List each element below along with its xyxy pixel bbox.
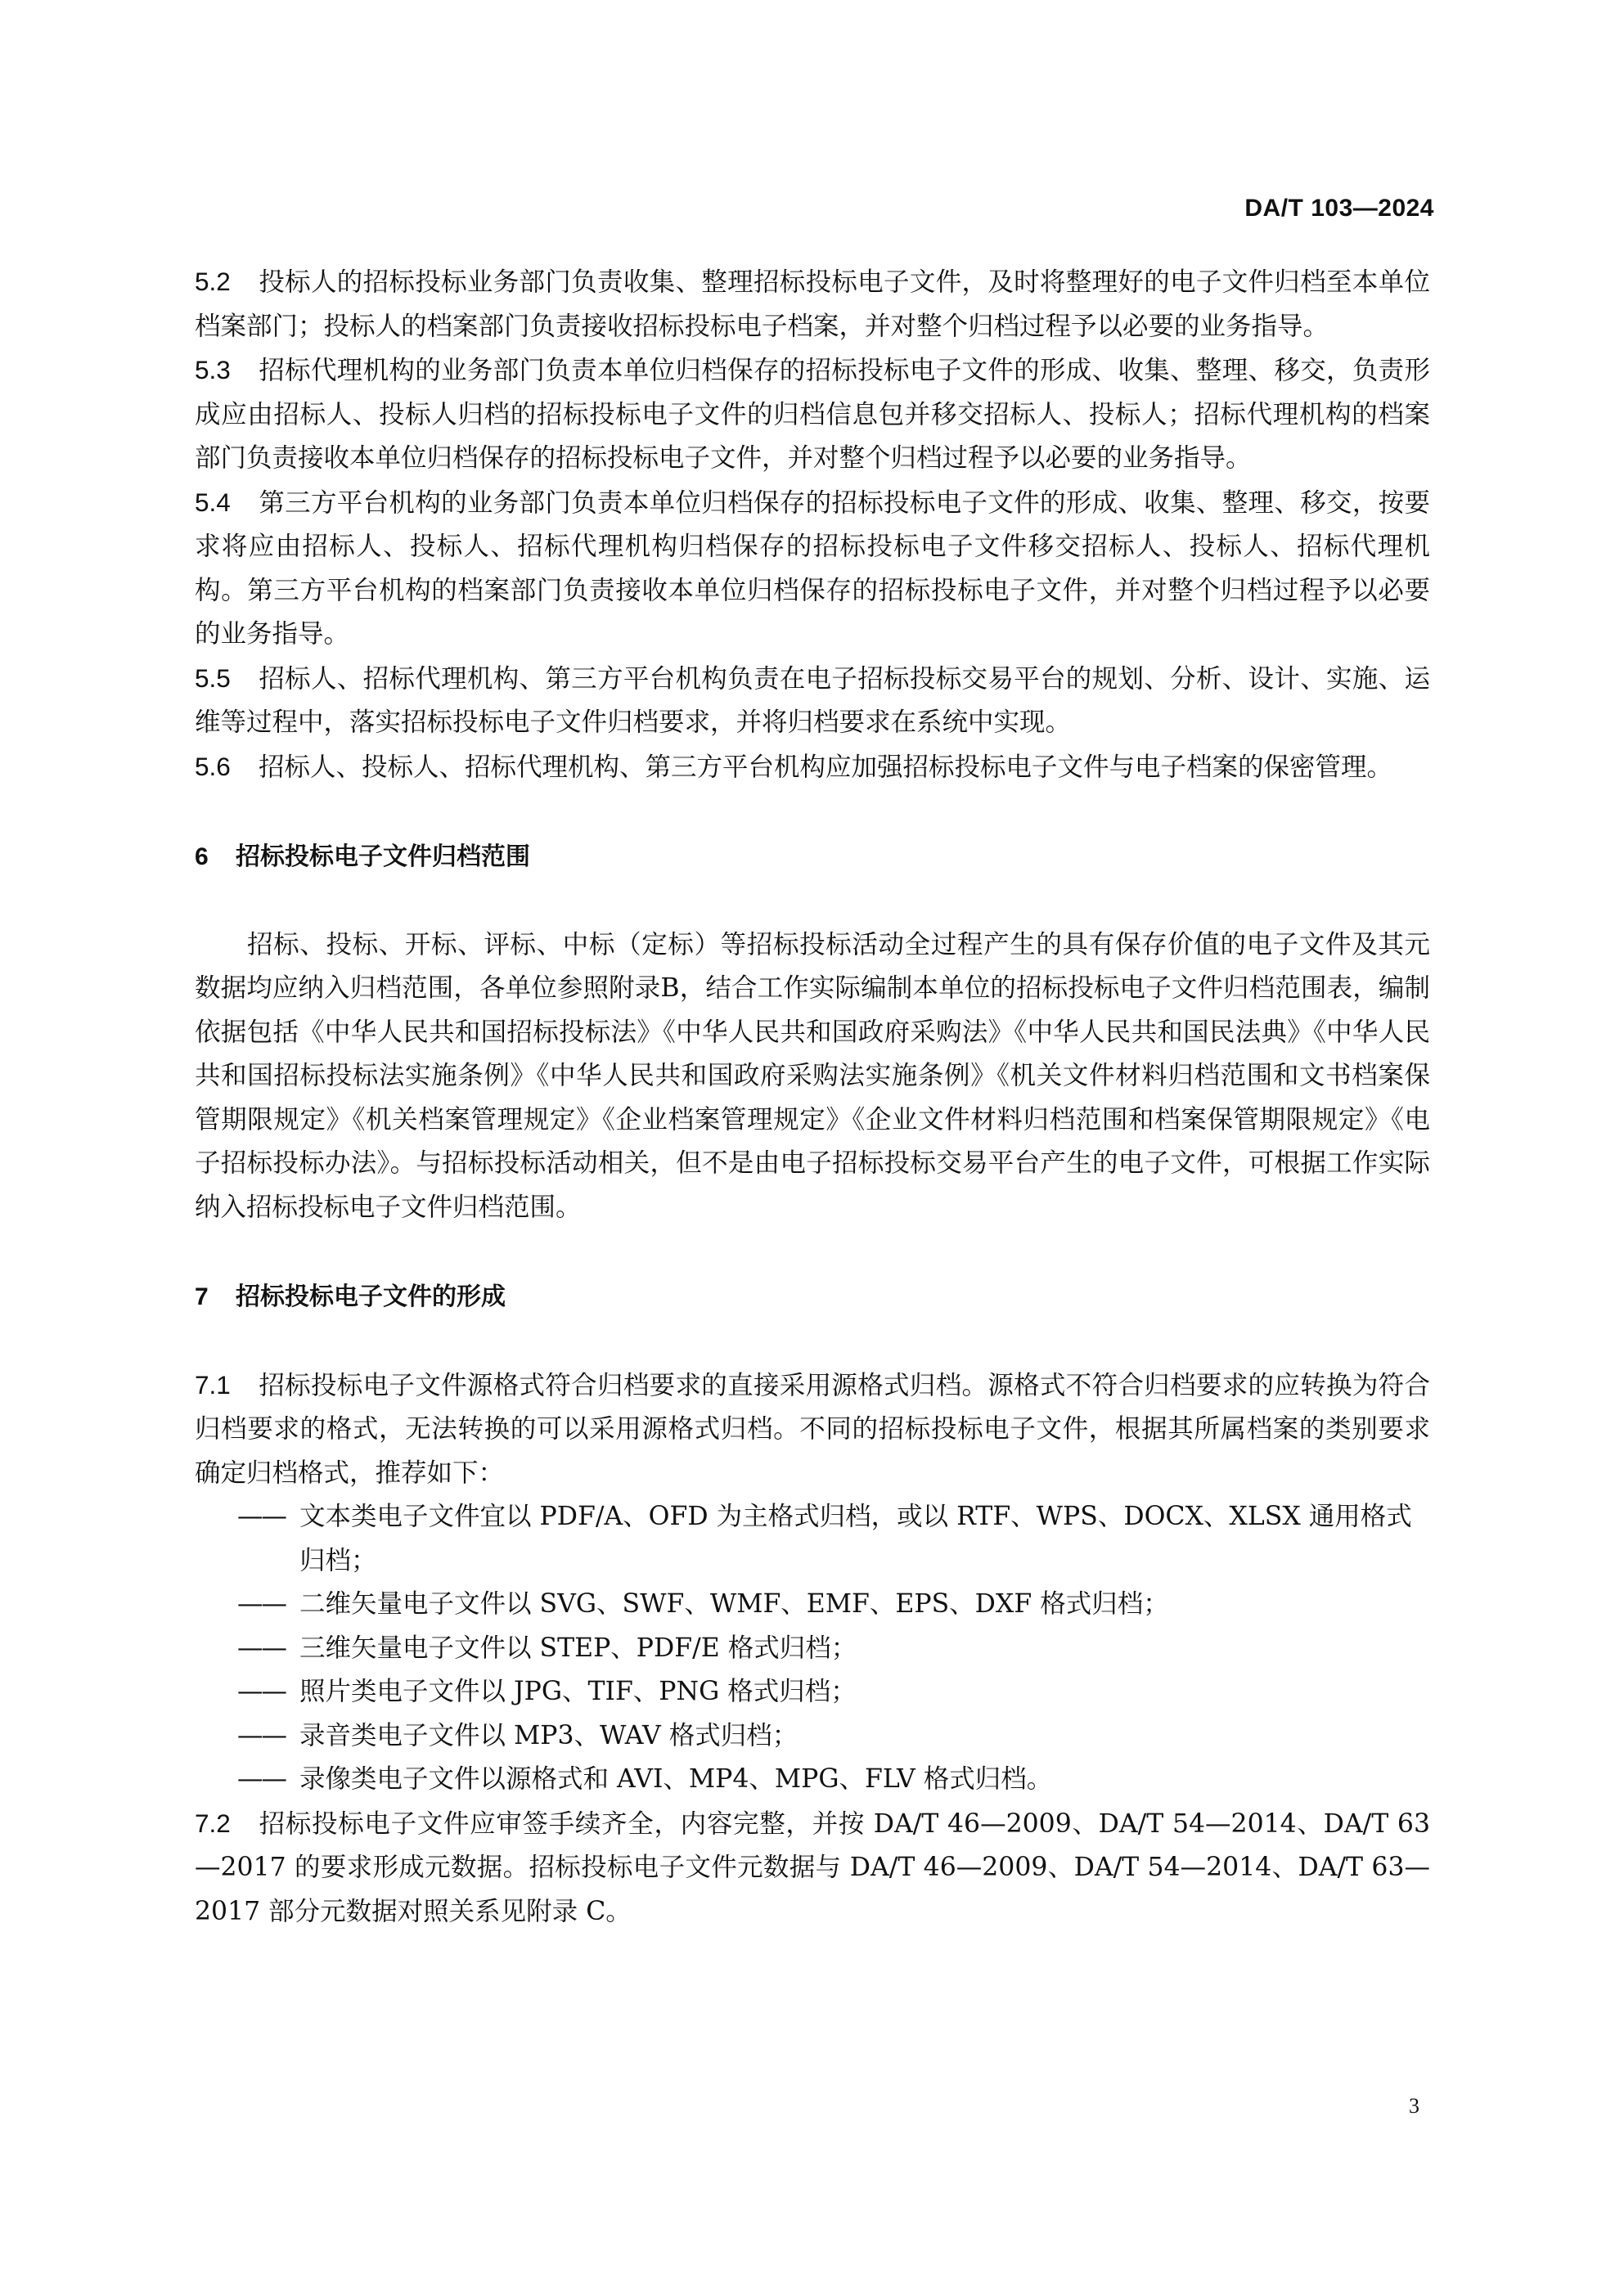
clause-5-6 <box>195 745 1430 790</box>
dash-marker: —— <box>237 1502 286 1531</box>
section-6-body: 招标、投标、开标、评标、中标（定标）等招标投标活动全过程产生的具有保存价值的电子文件及其元数据均应纳入归档范围，各单位参照附录B，结合工作实际编制本单位的招标投标电子文件归档范围表，编制依据包括《中华人民共和国招标投标法》《中华人民共和国政府采购法》《中华人民共和国民法典》《中华人民共和国招标投标法实施条例》《中华人民共和国政府采购法实施条例》《机关文件材料归档范围和文书档案保管期限规定》《机关档案管理规定》《企业档案管理规定》《企业文件材料归档范围和档案保管期限规定》《电子招标投标办法》。与招标投标活动相关，但不是由电子招标投标交易平台产生的电子文件，可根据工作实际纳入招标投标电子文件归档范围。 <box>195 929 1430 1222</box>
list-item <box>195 1714 1430 1759</box>
list-item-text: 照片类电子文件以 JPG、TIF、PNG 格式归档； <box>299 1677 857 1706</box>
clause-5-4 <box>195 481 1430 657</box>
clause-text: 招标代理机构的业务部门负责本单位归档保存的招标投标电子文件的形成、收集、整理、移交，负责形成应由招标人、投标人归档的招标投标电子文件的归档信息包并移交招标人、投标人；招标代理机构的档案部门负责接收本单位归档保存的招标投标电子文件，并对整个归档过程予以必要的业务指导。 <box>195 356 1430 473</box>
clause-text: 招标人、投标人、招标代理机构、第三方平台机构应加强招标投标电子文件与电子档案的保密管理。 <box>259 752 1393 782</box>
section-title: 招标投标电子文件归档范围 <box>236 843 530 870</box>
standard-code-header: DA/T 103—2024 <box>1244 195 1434 222</box>
clause-text: 第三方平台机构的业务部门负责本单位归档保存的招标投标电子文件的形成、收集、整理、移交，按要求将应由招标人、投标人、招标代理机构归档保存的招标投标电子文件移交招标人、投标人、招标代理机构。第三方平台机构的档案部门负责接收本单位归档保存的招标投标电子文件，并对整个归档过程予以必要的业务指导。 <box>195 488 1430 649</box>
list-item <box>195 1758 1430 1802</box>
clause-number: 7.1 <box>195 1369 231 1400</box>
clause-5-5 <box>195 657 1430 745</box>
clause-5-2 <box>195 260 1430 348</box>
clause-number: 7.2 <box>195 1808 231 1838</box>
section-6-heading <box>195 835 1430 879</box>
clause-7-1 <box>195 1364 1430 1496</box>
list-item-text: 录像类电子文件以源格式和 AVI、MP4、MPG、FLV 格式归档。 <box>299 1764 1053 1794</box>
list-item-text: 二维矢量电子文件以 SVG、SWF、WMF、EMF、EPS、DXF 格式归档； <box>299 1589 1169 1619</box>
clause-7-2 <box>195 1802 1430 1934</box>
dash-marker: —— <box>237 1589 286 1619</box>
dash-marker: —— <box>237 1633 286 1663</box>
dash-marker: —— <box>237 1720 286 1750</box>
clause-5-3 <box>195 348 1430 481</box>
list-item <box>195 1583 1430 1627</box>
page-number: 3 <box>1409 2094 1419 2118</box>
list-item <box>195 1627 1430 1671</box>
clause-number: 5.2 <box>195 267 231 296</box>
clause-text: 招标投标电子文件源格式符合归档要求的直接采用源格式归档。源格式不符合归档要求的应转换为符合归档要求的格式，无法转换的可以采用源格式归档。不同的招标投标电子文件，根据其所属档案的类别要求确定归档格式，推荐如下： <box>195 1370 1430 1488</box>
clause-number: 5.3 <box>195 355 231 384</box>
section-7-heading <box>195 1275 1430 1319</box>
dash-marker: —— <box>237 1764 286 1794</box>
clause-text: 招标投标电子文件应审签手续齐全，内容完整，并按 DA/T 46—2009、DA/T 54—2014、DA/T 63—2017 的要求形成元数据。招标投标电子文件元数据与 DA/T 46—2009、DA/T 54—2014、DA/T 63—2017 部分元数据对照关系见附录 C。 <box>195 1808 1430 1926</box>
section-title: 招标投标电子文件的形成 <box>236 1283 506 1310</box>
clause-number: 5.5 <box>195 663 231 693</box>
clause-text: 投标人的招标投标业务部门负责收集、整理招标投标电子文件，及时将整理好的电子文件归档至本单位档案部门；投标人的档案部门负责接收招标投标电子档案，并对整个归档过程予以必要的业务指导。 <box>195 267 1430 341</box>
list-item-text: 文本类电子文件宜以 PDF/A、OFD 为主格式归档，或以 RTF、WPS、DOCX、XLSX 通用格式归档； <box>299 1502 1412 1575</box>
clause-number: 5.4 <box>195 487 231 517</box>
clause-number: 5.6 <box>195 751 231 781</box>
section-number: 6 <box>195 843 209 870</box>
dash-marker: —— <box>237 1677 286 1706</box>
document-body <box>195 260 1430 1934</box>
list-item <box>195 1495 1430 1583</box>
list-item-text: 三维矢量电子文件以 STEP、PDF/E 格式归档； <box>299 1633 857 1663</box>
list-item-text: 录音类电子文件以 MP3、WAV 格式归档； <box>299 1720 799 1750</box>
clause-text: 招标人、招标代理机构、第三方平台机构负责在电子招标投标交易平台的规划、分析、设计、实施、运维等过程中，落实招标投标电子文件归档要求，并将归档要求在系统中实现。 <box>195 663 1430 737</box>
list-item <box>195 1670 1430 1714</box>
section-number: 7 <box>195 1283 209 1310</box>
